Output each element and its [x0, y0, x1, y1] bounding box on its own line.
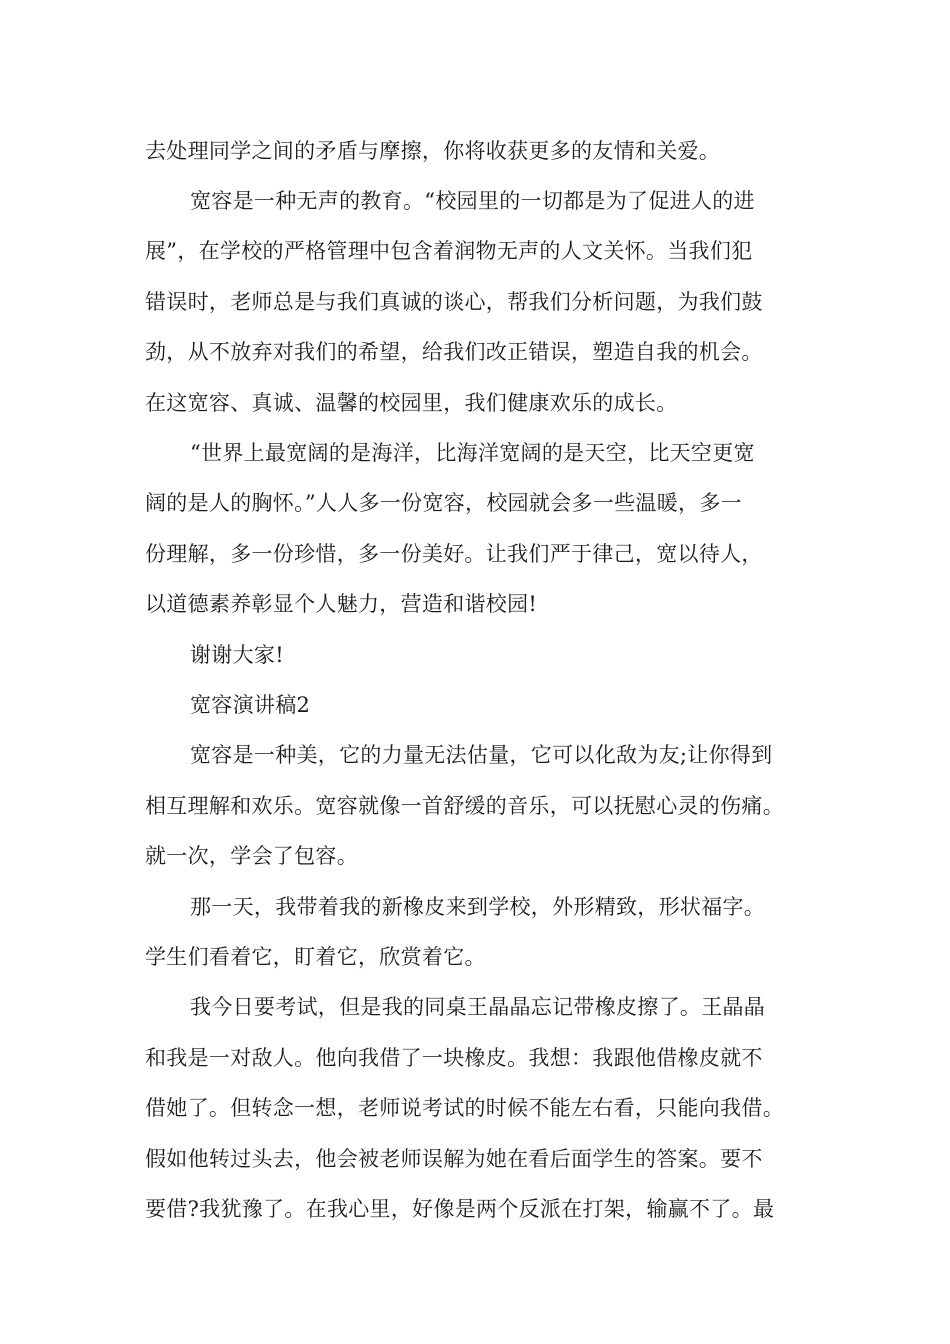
text-line-19: 和我是一对敌人。他向我借了一块橡皮。我想：我跟他借橡皮就不: [145, 1046, 763, 1070]
text-line-5: 劲，从不放弃对我们的希望，给我们改正错误，塑造自我的机会。: [145, 340, 763, 364]
text-line-16: 那一天，我带着我的新橡皮来到学校，外形精致，形状福字。: [190, 895, 766, 919]
text-line-18: 我今日要考试，但是我的同桌王晶晶忘记带橡皮擦了。王晶晶: [190, 995, 766, 1019]
text-line-2: 宽容是一种无声的教育。“校园里的一切都是为了促进人的进: [190, 189, 755, 213]
text-line-9: 份理解，多一份珍惜，多一份美好。让我们严于律己，宽以待人，: [145, 542, 763, 566]
text-line-20: 借她了。但转念一想，老师说考试的时候不能左右看，只能向我借。: [145, 1096, 784, 1120]
text-line-21: 假如他转过头去，他会被老师误解为她在看后面学生的答案。要不: [145, 1147, 763, 1171]
text-line-22: 要借?我犹豫了。在我心里，好像是两个反派在打架，输赢不了。最: [145, 1197, 775, 1221]
text-line-15: 就一次，学会了包容。: [145, 844, 358, 868]
section-heading: 宽容演讲稿2: [190, 693, 311, 717]
text-line-10: 以道德素养彰显个人魅力，营造和谐校园!: [145, 592, 538, 616]
text-line-4: 错误时，老师总是与我们真诚的谈心，帮我们分析问题，为我们鼓: [145, 290, 763, 314]
text-line-11: 谢谢大家!: [190, 643, 284, 667]
text-line-1: 去处理同学之间的矛盾与摩擦，你将收获更多的友情和关爱。: [145, 139, 721, 163]
text-line-8: 阔的是人的胸怀。”人人多一份宽容，校园就会多一些温暖，多一: [145, 491, 742, 515]
text-line-13: 宽容是一种美，它的力量无法估量，它可以化敌为友;让你得到: [190, 743, 773, 767]
text-line-3: 展”，在学校的严格管理中包含着润物无声的人文关怀。当我们犯: [145, 239, 753, 263]
text-line-17: 学生们看着它，盯着它，欣赏着它。: [145, 945, 486, 969]
text-line-7: “世界上最宽阔的是海洋，比海洋宽阔的是天空，比天空更宽: [190, 441, 755, 465]
text-line-6: 在这宽容、真诚、温馨的校园里，我们健康欢乐的成长。: [145, 391, 678, 415]
text-line-14: 相互理解和欢乐。宽容就像一首舒缓的音乐，可以抚慰心灵的伤痛。: [145, 794, 784, 818]
